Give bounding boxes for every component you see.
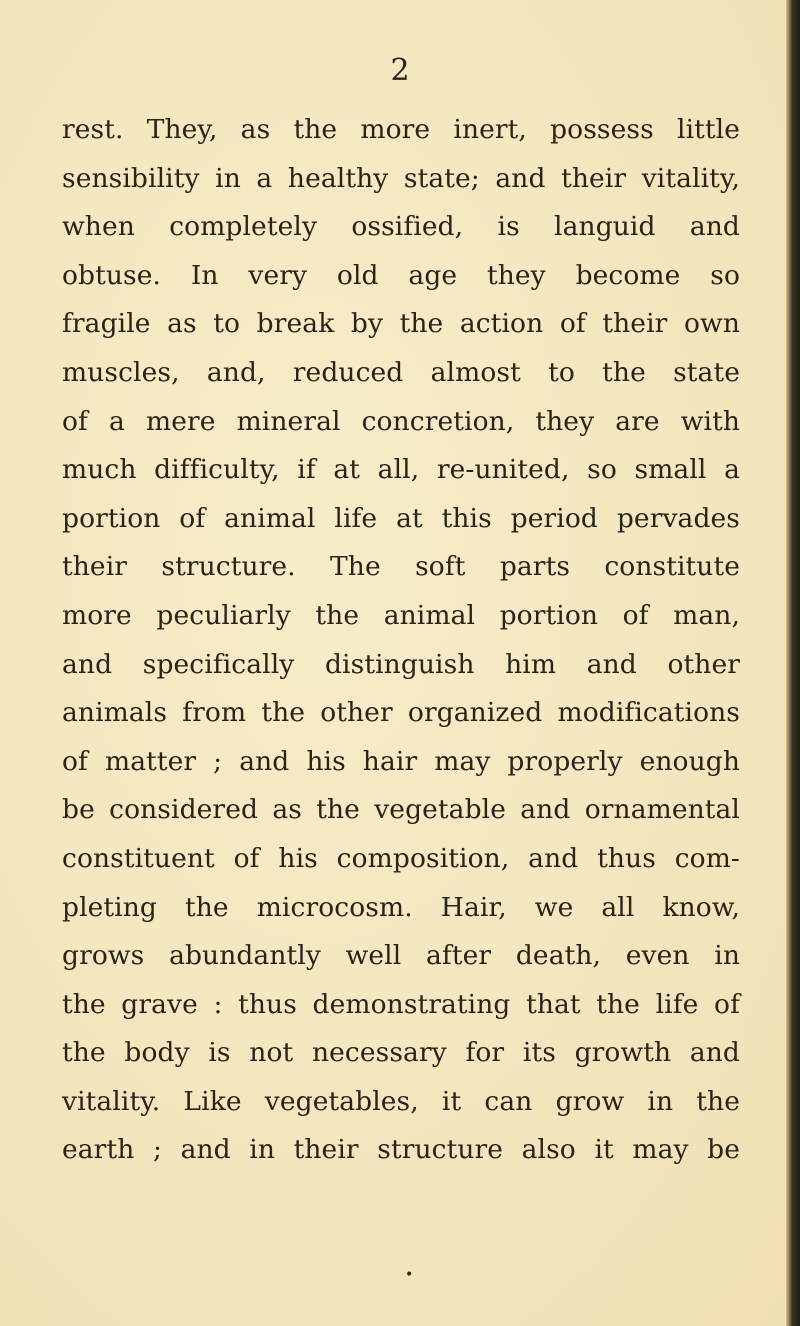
text-line: when completely ossified, is languid and xyxy=(62,211,740,243)
text-line: the body is not necessary for its growth and xyxy=(62,1037,740,1069)
text-line: portion of animal life at this period pervades xyxy=(62,502,740,534)
text-line: vitality. Like vegetables, it can grow in the xyxy=(62,1085,740,1117)
text-line: be considered as the vegetable and ornamental xyxy=(62,794,740,826)
page-number: 2 xyxy=(390,53,410,88)
page-edge-shadow xyxy=(786,0,800,1326)
text-line: of matter ; and his hair may properly enough xyxy=(62,745,740,777)
text-line: pleting the microcosm. Hair, we all know, xyxy=(62,891,740,923)
text-line: their structure. The soft parts constitute xyxy=(62,551,740,583)
text-line: rest. They, as the more inert, possess little xyxy=(62,114,740,145)
text-line: obtuse. In very old age they become so xyxy=(62,259,740,291)
text-line: more peculiarly the animal portion of man, xyxy=(62,599,740,631)
text-line: grows abundantly well after death, even in xyxy=(62,940,740,972)
text-line: of a mere mineral concretion, they are with xyxy=(62,405,740,437)
text-line: muscles, and, reduced almost to the state xyxy=(62,356,740,388)
text-line: constituent of his composition, and thus com- xyxy=(62,842,740,874)
footer-mark: • xyxy=(405,1267,414,1283)
body-text xyxy=(62,106,740,1175)
text-line: and specifically distinguish him and other xyxy=(62,648,740,680)
text-line: fragile as to break by the action of their own xyxy=(62,308,740,340)
text-line: earth ; and in their structure also it may be xyxy=(62,1134,740,1166)
text-line: the grave : thus demonstrating that the life of xyxy=(62,988,740,1020)
text-line: sensibility in a healthy state; and their vitality, xyxy=(62,162,740,194)
text-line: much difficulty, if at all, re-united, so small a xyxy=(62,454,740,486)
text-line: animals from the other organized modifications xyxy=(62,697,740,729)
